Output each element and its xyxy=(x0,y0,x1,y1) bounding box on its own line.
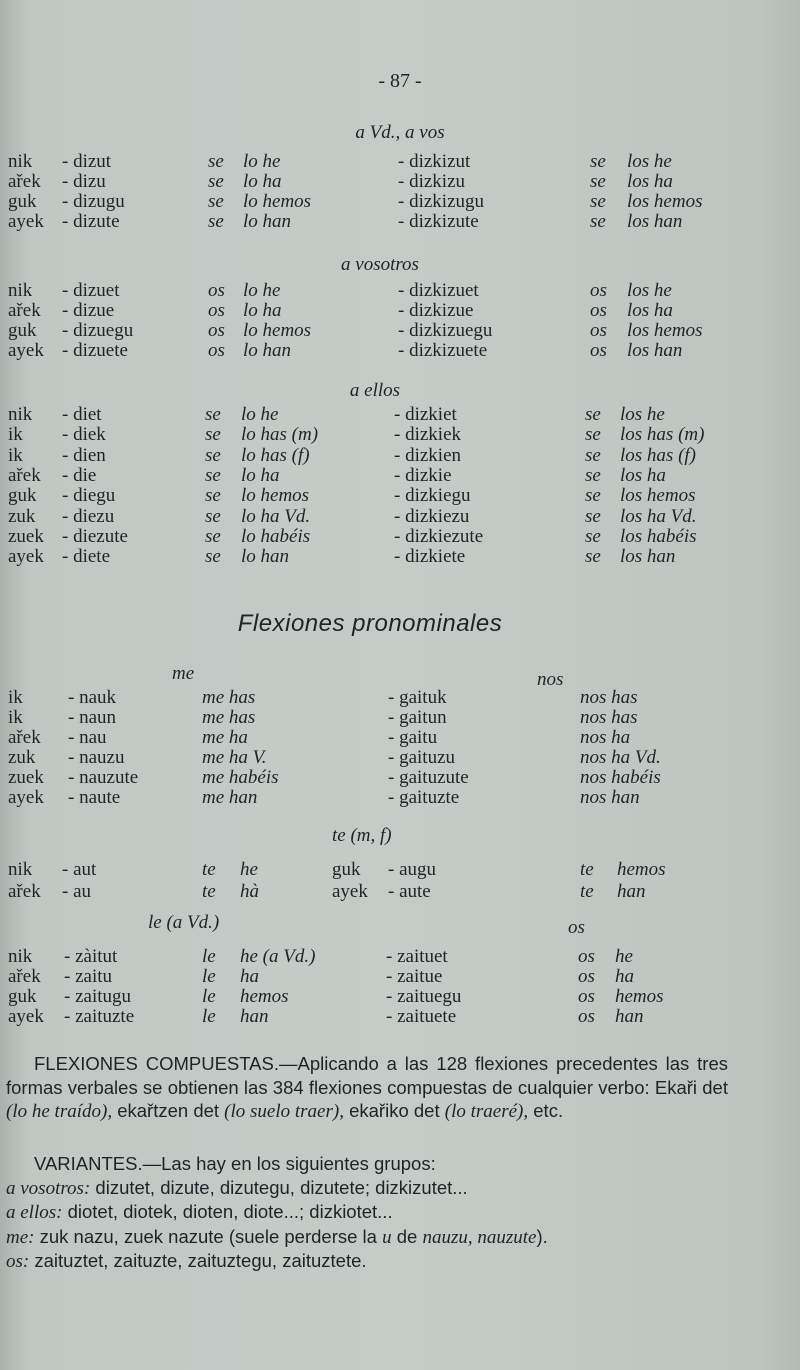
basque-form: - dizugu xyxy=(62,191,125,212)
basque-form: - zaitu xyxy=(64,966,113,987)
pronoun: nik xyxy=(8,859,33,880)
te-title: te (m, f) xyxy=(332,825,392,846)
plural-spanish-form: he xyxy=(615,946,633,967)
pronoun: ayek xyxy=(8,1006,44,1027)
plural-spanish-form: han xyxy=(615,1006,644,1027)
variante-italic: nauzu, nauzute xyxy=(422,1226,537,1248)
plural-basque-form: - dizkizuegu xyxy=(398,320,493,341)
variante-text: ). xyxy=(536,1225,548,1247)
plural-clitic: os xyxy=(578,946,595,967)
plural-spanish-form: los has (m) xyxy=(620,424,705,446)
para1-tail: etc. xyxy=(528,1100,564,1121)
plural-basque-form: - dizkiezu xyxy=(394,505,470,527)
pronoun: nik xyxy=(8,280,33,301)
clitic: te xyxy=(202,859,216,880)
le-title: le (a Vd.) xyxy=(148,912,220,933)
variante-label: me: xyxy=(6,1226,35,1248)
plural-clitic: se xyxy=(590,211,606,232)
spanish-form: he xyxy=(240,859,258,880)
clitic: os xyxy=(208,300,225,321)
section-title-vd-vos: a Vd., a vos xyxy=(355,122,445,143)
pronoun: guk xyxy=(8,485,37,507)
pronoun: ayek xyxy=(8,211,44,232)
plural-basque-form: - gaituzute xyxy=(388,767,469,788)
spanish-form: lo hemos xyxy=(243,191,312,212)
basque-form: - dizuete xyxy=(62,340,128,361)
variantes-lead: VARIANTES.—Las hay en los siguientes grupos: xyxy=(34,1153,436,1174)
spanish-form: lo han xyxy=(243,211,292,232)
basque-form: - naute xyxy=(68,787,121,808)
plural-spanish-form: ha xyxy=(615,966,634,987)
spanish-form: lo has (f) xyxy=(241,444,310,466)
plural-clitic: os xyxy=(590,300,607,321)
plural-clitic: se xyxy=(585,546,601,568)
pronoun: ařek xyxy=(8,464,41,486)
plural-basque-form: - dizkizu xyxy=(398,171,466,192)
plural-clitic: se xyxy=(585,444,601,466)
pronoun: ik xyxy=(8,687,23,708)
variante-text: diotet, diotek, dioten, diote...; dizkiotet... xyxy=(62,1201,393,1222)
spanish-form: me habéis xyxy=(202,767,279,788)
basque-form: - nauzute xyxy=(68,767,139,788)
clitic: os xyxy=(208,320,225,341)
spanish-form: lo ha Vd. xyxy=(241,505,311,527)
plural-spanish-form: los he xyxy=(627,151,672,172)
basque-form: - dizut xyxy=(62,151,112,172)
plural-basque-form: - dizkizuet xyxy=(398,280,479,301)
basque-form: - nau xyxy=(68,727,107,748)
clitic: se xyxy=(205,464,221,486)
spanish-form: lo he xyxy=(241,404,279,425)
clitic-2: te xyxy=(580,881,594,902)
pronoun: ařek xyxy=(8,881,41,902)
variante-line xyxy=(6,1249,728,1274)
pronoun: ařek xyxy=(8,966,41,987)
plural-spanish-form: los ha xyxy=(627,171,673,192)
pronoun-2: ayek xyxy=(332,881,368,902)
plural-clitic: os xyxy=(578,986,595,1007)
para1-mid-1: ekařtzen det xyxy=(112,1100,225,1121)
paragraph-flexiones-compuestas xyxy=(6,1052,728,1124)
basque-form: - aut xyxy=(62,859,97,880)
basque-form: - au xyxy=(62,881,92,902)
plural-spanish-form: los ha Vd. xyxy=(620,505,697,527)
clitic: se xyxy=(208,191,224,212)
basque-form: - zàitut xyxy=(64,946,118,967)
pronoun: guk xyxy=(8,191,37,212)
basque-form: - dizu xyxy=(62,171,106,192)
pronoun: nik xyxy=(8,151,33,172)
plural-basque-form: - dizkiet xyxy=(394,404,457,425)
spanish-form: lo he xyxy=(243,280,281,301)
basque-form: - naun xyxy=(68,707,117,728)
pronoun: zuek xyxy=(8,525,44,547)
pronoun: zuk xyxy=(8,505,36,527)
spanish-form: lo ha xyxy=(241,464,280,486)
plural-spanish-form: nos han xyxy=(580,787,640,808)
plural-basque-form: - gaituzu xyxy=(388,747,456,768)
clitic: se xyxy=(208,211,224,232)
pronoun: ayek xyxy=(8,787,44,808)
plural-spanish-form: los han xyxy=(627,340,683,361)
spanish-form: me ha xyxy=(202,727,248,748)
basque-form: - nauzu xyxy=(68,747,125,768)
plural-clitic: os xyxy=(590,340,607,361)
spanish-form: lo han xyxy=(243,340,292,361)
plural-basque-form: - dizkiete xyxy=(394,546,466,568)
spanish-form: me has xyxy=(202,687,256,708)
pronoun: ik xyxy=(8,424,23,446)
plural-spanish-form: los hemos xyxy=(627,320,703,341)
plural-spanish-form: nos habéis xyxy=(580,767,661,788)
variante-label: a ellos: xyxy=(6,1202,63,1223)
basque-form: - dizuet xyxy=(62,280,120,301)
clitic: se xyxy=(205,505,221,527)
basque-form: - nauk xyxy=(68,687,117,708)
spanish-form-2: han xyxy=(617,881,646,902)
plural-basque-form: - gaituk xyxy=(388,687,447,708)
nos-title: nos xyxy=(537,669,564,690)
plural-clitic: os xyxy=(590,320,607,341)
plural-clitic: se xyxy=(585,404,601,425)
basque-form: - diezute xyxy=(62,525,128,547)
plural-basque-form: - dizkiek xyxy=(394,424,462,446)
clitic: se xyxy=(208,151,224,172)
spanish-form: lo ha xyxy=(243,300,282,321)
pronoun-2: guk xyxy=(332,859,361,880)
plural-spanish-form: hemos xyxy=(615,986,664,1007)
basque-form: - die xyxy=(62,464,97,486)
clitic: se xyxy=(205,424,221,446)
clitic: os xyxy=(208,280,225,301)
basque-form: - diet xyxy=(62,404,102,425)
plural-spanish-form: los han xyxy=(627,211,683,232)
plural-clitic: se xyxy=(585,485,601,507)
plural-clitic: os xyxy=(590,280,607,301)
variante-label: os: xyxy=(6,1251,30,1272)
variante-line xyxy=(6,1225,728,1250)
spanish-form: lo he xyxy=(243,151,281,172)
spanish-form: ha xyxy=(240,966,259,987)
flexiones-pronominales-title: Flexiones pronominales xyxy=(237,610,503,637)
para1-italic-1: (lo he traído), xyxy=(6,1101,113,1122)
pronoun: ařek xyxy=(8,300,41,321)
plural-spanish-form: los ha xyxy=(620,464,666,486)
clitic: le xyxy=(202,946,216,967)
plural-basque-form: - zaituet xyxy=(386,946,448,967)
clitic: se xyxy=(205,404,221,425)
basque-form: - diegu xyxy=(62,485,116,507)
plural-basque-form: - dizkizute xyxy=(398,211,479,232)
me-title: me xyxy=(172,663,195,684)
plural-basque-form: - dizkiegu xyxy=(394,485,471,507)
variante-italic: u xyxy=(382,1226,392,1248)
plural-basque-form: - dizkie xyxy=(394,464,452,486)
page-number: - 87 - xyxy=(378,70,422,92)
spanish-form: me ha V. xyxy=(202,747,267,768)
plural-basque-form: - zaituegu xyxy=(386,986,462,1007)
basque-form: - zaituzte xyxy=(64,1006,135,1027)
paragraph-variantes xyxy=(6,1152,728,1274)
plural-spanish-form: los hemos xyxy=(620,485,696,507)
pronoun: ayek xyxy=(8,340,44,361)
plural-basque-form: - dizkizuete xyxy=(398,340,488,361)
plural-basque-form: - dizkizugu xyxy=(398,191,485,212)
clitic: le xyxy=(202,986,216,1007)
plural-spanish-form: los han xyxy=(620,546,676,568)
spanish-form: lo habéis xyxy=(241,525,311,547)
plural-spanish-form: nos has xyxy=(580,687,638,708)
clitic: os xyxy=(208,340,225,361)
para1-italic-2: (lo suelo traer), xyxy=(224,1101,344,1122)
pronoun: ik xyxy=(8,444,23,466)
pronoun: nik xyxy=(8,946,33,967)
spanish-form: han xyxy=(240,1006,269,1027)
variante-text: de xyxy=(391,1225,423,1247)
basque-form: - dien xyxy=(62,444,106,466)
basque-form: - diete xyxy=(62,546,111,568)
plural-clitic: se xyxy=(585,525,601,547)
plural-basque-form: - gaituzte xyxy=(388,787,460,808)
plural-clitic: os xyxy=(578,1006,595,1027)
plural-spanish-form: nos has xyxy=(580,707,638,728)
spanish-form: lo ha xyxy=(243,171,282,192)
basque-form: - zaitugu xyxy=(64,986,132,1007)
spanish-form: hà xyxy=(240,881,259,902)
plural-clitic: se xyxy=(585,424,601,446)
spanish-form: lo han xyxy=(241,546,290,568)
variante-line xyxy=(6,1176,728,1201)
plural-basque-form: - gaitu xyxy=(388,727,438,748)
plural-spanish-form: nos ha Vd. xyxy=(580,747,661,768)
variante-text: zaituztet, zaituzte, zaituztegu, zaituztete. xyxy=(29,1250,367,1271)
spanish-form-2: hemos xyxy=(617,859,666,880)
clitic: le xyxy=(202,966,216,987)
pronoun: ayek xyxy=(8,546,44,568)
spanish-form: me han xyxy=(202,787,258,808)
para1-italic-3: (lo traeré), xyxy=(444,1101,529,1122)
plural-basque-form: - dizkiezute xyxy=(394,525,484,547)
clitic: se xyxy=(208,171,224,192)
plural-basque-form: - dizkien xyxy=(394,444,462,466)
pronoun: ařek xyxy=(8,171,41,192)
spanish-form: lo has (m) xyxy=(241,424,319,446)
pronoun: ik xyxy=(8,707,23,728)
plural-clitic: se xyxy=(590,151,606,172)
plural-basque-form: - dizkizut xyxy=(398,151,471,172)
basque-form-2: - augu xyxy=(388,859,437,880)
section-title-ellos: a ellos xyxy=(349,380,401,401)
spanish-form: he (a Vd.) xyxy=(240,946,316,967)
plural-clitic: se xyxy=(590,171,606,192)
variante-text: dizutet, dizute, dizutegu, dizutete; dizkizutet... xyxy=(90,1176,468,1198)
clitic-2: te xyxy=(580,859,594,880)
clitic: se xyxy=(205,525,221,547)
spanish-form: lo hemos xyxy=(243,320,312,341)
basque-form: - diezu xyxy=(62,505,115,527)
plural-spanish-form: los has (f) xyxy=(620,444,696,466)
plural-spanish-form: nos ha xyxy=(580,727,631,748)
plural-spanish-form: los ha xyxy=(627,300,673,321)
pronoun: zuek xyxy=(8,767,44,788)
spanish-form: lo hemos xyxy=(241,485,310,507)
plural-spanish-form: los hemos xyxy=(627,191,703,212)
os-title: os xyxy=(568,917,585,938)
plural-basque-form: - zaituete xyxy=(386,1006,457,1027)
plural-spanish-form: los habéis xyxy=(620,525,697,547)
basque-form: - dizute xyxy=(62,211,120,232)
section-title-vosotros: a vosotros xyxy=(341,254,419,275)
pronoun: guk xyxy=(8,986,37,1007)
pronoun: nik xyxy=(8,404,33,425)
basque-form-2: - aute xyxy=(388,881,431,902)
clitic: te xyxy=(202,881,216,902)
plural-spanish-form: los he xyxy=(620,404,665,425)
plural-spanish-form: los he xyxy=(627,280,672,301)
variante-label: a vosotros: xyxy=(6,1177,91,1199)
clitic: se xyxy=(205,444,221,466)
plural-basque-form: - dizkizue xyxy=(398,300,474,321)
spanish-form: me has xyxy=(202,707,256,728)
pronoun: zuk xyxy=(8,747,36,768)
pronoun: guk xyxy=(8,320,37,341)
plural-clitic: os xyxy=(578,966,595,987)
plural-clitic: se xyxy=(585,464,601,486)
plural-clitic: se xyxy=(590,191,606,212)
clitic: se xyxy=(205,546,221,568)
variante-text: zuk nazu, zuek nazute (suele perderse la xyxy=(34,1225,383,1247)
para1-mid-2: ekařiko det xyxy=(343,1100,445,1121)
basque-form: - diek xyxy=(62,424,106,446)
plural-clitic: se xyxy=(585,505,601,527)
plural-basque-form: - gaitun xyxy=(388,707,447,728)
clitic: se xyxy=(205,485,221,507)
basque-form: - dizue xyxy=(62,300,115,321)
plural-basque-form: - zaitue xyxy=(386,966,443,987)
pronoun: ařek xyxy=(8,727,41,748)
basque-form: - dizuegu xyxy=(62,320,134,341)
para1-lead: FLEXIONES COMPUESTAS.—Aplicando a las 128 flexiones precedentes las tres formas verbales se obtienen las 384 flexiones compuestas de cualquier verbo: Ekaři det xyxy=(6,1053,728,1098)
variante-line xyxy=(6,1200,728,1225)
clitic: le xyxy=(202,1006,216,1027)
spanish-form: hemos xyxy=(240,986,289,1007)
